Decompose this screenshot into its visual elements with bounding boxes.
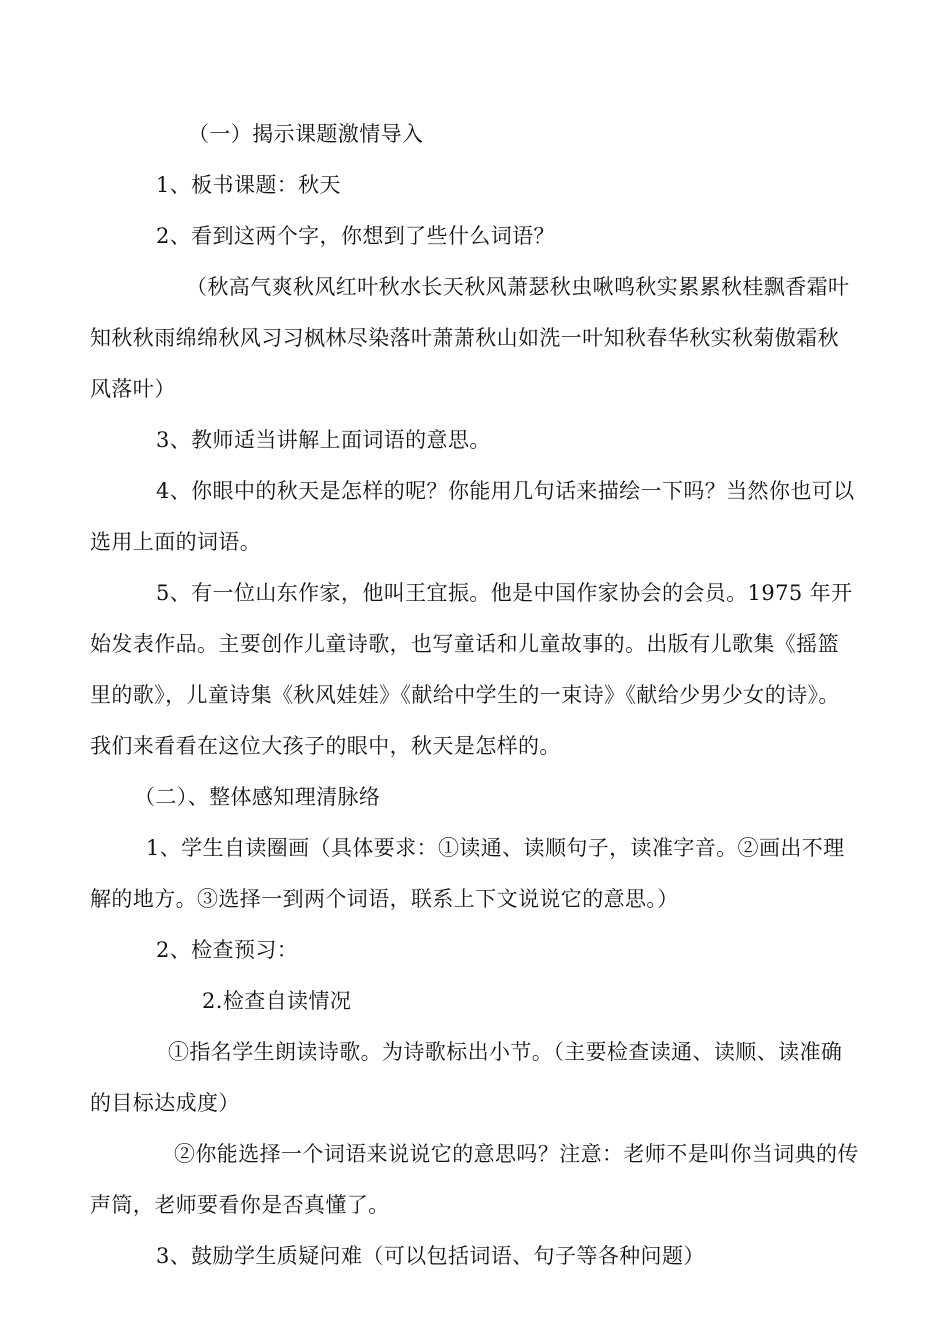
section-2-item-1: 1、学生自读圈画（具体要求：①读通、读顺句子，读准字音。②画出不理解的地方。③选择一到两个词语，联系上下文说说它的意思。） bbox=[90, 836, 845, 911]
section-2-item-2-a: ①指名学生朗读诗歌。为诗歌标出小节。（主要检查读通、读顺、读准确的目标达成度） bbox=[90, 1040, 843, 1115]
section-2-item-2-sub: 2.检查自读情况 bbox=[202, 989, 352, 1013]
section-2-item-2: 2、检查预习： bbox=[156, 938, 299, 962]
section-2-heading: （二）、整体感知理清脉络 bbox=[134, 785, 381, 809]
section-1-item-5: 5、有一位山东作家，他叫王宜振。他是中国作家协会的会员。1975 年开始发表作品。主要创作儿童诗歌，也写童话和儿童故事的。出版有儿歌集《摇篮里的歌》，儿童诗集《秋风娃娃》《献给中学生的一束诗》《献给少男少女的诗》。我们来看看在这位大孩子的眼中，秋天是怎样的。 bbox=[90, 581, 853, 758]
section-1-item-1: 1、板书课题：秋天 bbox=[156, 173, 341, 197]
section-1-item-4: 4、你眼中的秋天是怎样的呢？你能用几句话来描绘一下吗？当然你也可以选用上面的词语。 bbox=[90, 479, 855, 554]
section-2-item-2-b: ②你能选择一个词语来说说它的意思吗？注意：老师不是叫你当词典的传声筒，老师要看你是否真懂了。 bbox=[90, 1142, 859, 1217]
section-1-word-list: （秋高气爽秋风红叶秋水长天秋风萧瑟秋虫啾鸣秋实累累秋桂飘香霜叶知秋秋雨绵绵秋风习习枫林尽染落叶萧萧秋山如洗一叶知秋春华秋实秋菊傲霜秋风落叶） bbox=[90, 275, 850, 401]
section-2-item-3: 3、鼓励学生质疑问难（可以包括词语、句子等各种问题） bbox=[156, 1244, 705, 1268]
section-1-heading: （一）揭示课题激情导入 bbox=[188, 122, 424, 146]
section-1-item-3: 3、教师适当讲解上面词语的意思。 bbox=[156, 428, 491, 452]
section-1-item-2: 2、看到这两个字，你想到了些什么词语？ bbox=[156, 224, 555, 248]
